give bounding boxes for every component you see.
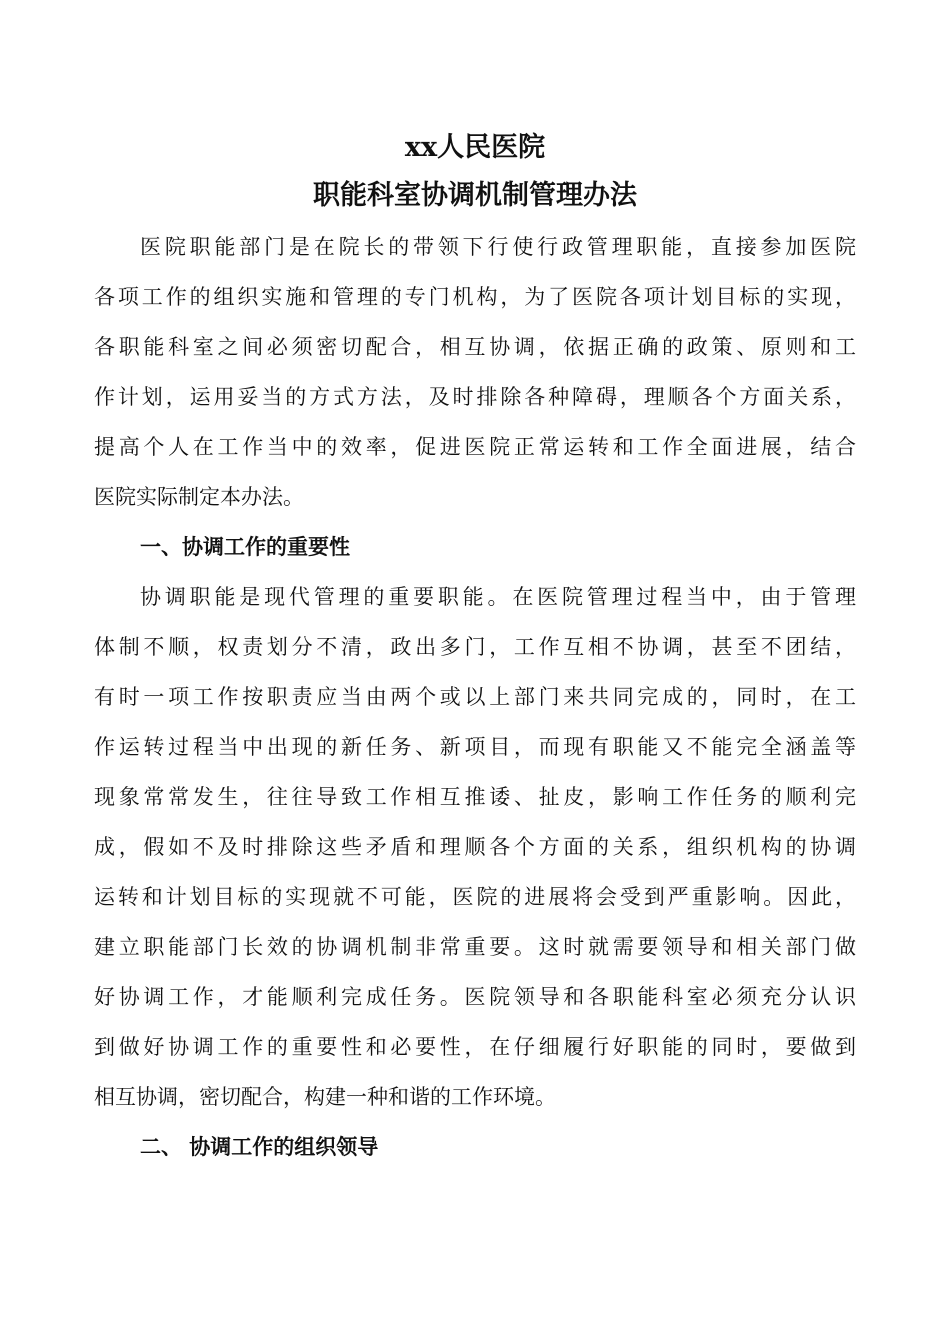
intro-line: 医院实际制定本办法。 (94, 485, 304, 509)
intro-line: 医院职能部门是在院长的带领下行使行政管理职能，直接参加医院 (140, 235, 856, 259)
intro-line: 各项工作的组织实施和管理的专门机构，为了医院各项计划目标的实现， (94, 285, 856, 309)
section1-line: 好协调工作，才能顺利完成任务。医院领导和各职能科室必须充分认识 (94, 985, 856, 1009)
document-title-main: 职能科室协调机制管理办法 (313, 180, 637, 211)
intro-line: 提高个人在工作当中的效率，促进医院正常运转和工作全面进展，结合 (94, 435, 856, 459)
section1-line: 作运转过程当中出现的新任务、新项目，而现有职能又不能完全涵盖等 (94, 735, 856, 759)
section1-line: 到做好协调工作的重要性和必要性，在仔细履行好职能的同时，要做到 (94, 1035, 856, 1059)
section-heading-1: 一、协调工作的重要性 (140, 535, 350, 559)
section1-line: 运转和计划目标的实现就不可能，医院的进展将会受到严重影响。因此， (94, 885, 856, 909)
intro-line: 各职能科室之间必须密切配合，相互协调，依据正确的政策、原则和工 (94, 335, 856, 359)
section1-line: 体制不顺，权责划分不清，政出多门，工作互相不协调，甚至不团结， (94, 635, 856, 659)
section1-line: 现象常常发生，往往导致工作相互推诿、扯皮，影响工作任务的顺利完 (94, 785, 856, 809)
section1-line: 建立职能部门长效的协调机制非常重要。这时就需要领导和相关部门做 (94, 935, 856, 959)
intro-line: 作计划，运用妥当的方式方法，及时排除各种障碍，理顺各个方面关系， (94, 385, 856, 409)
section1-line: 相互协调，密切配合，构建一种和谐的工作环境。 (94, 1085, 556, 1109)
section1-line: 成，假如不及时排除这些矛盾和理顺各个方面的关系，组织机构的协调 (94, 835, 856, 859)
section-heading-2: 二、 协调工作的组织领导 (140, 1135, 379, 1159)
document-title-org: xx人民医院 (404, 132, 546, 163)
section1-line: 协调职能是现代管理的重要职能。在医院管理过程当中，由于管理 (140, 585, 856, 609)
section1-line: 有时一项工作按职责应当由两个或以上部门来共同完成的，同时，在工 (94, 685, 856, 709)
